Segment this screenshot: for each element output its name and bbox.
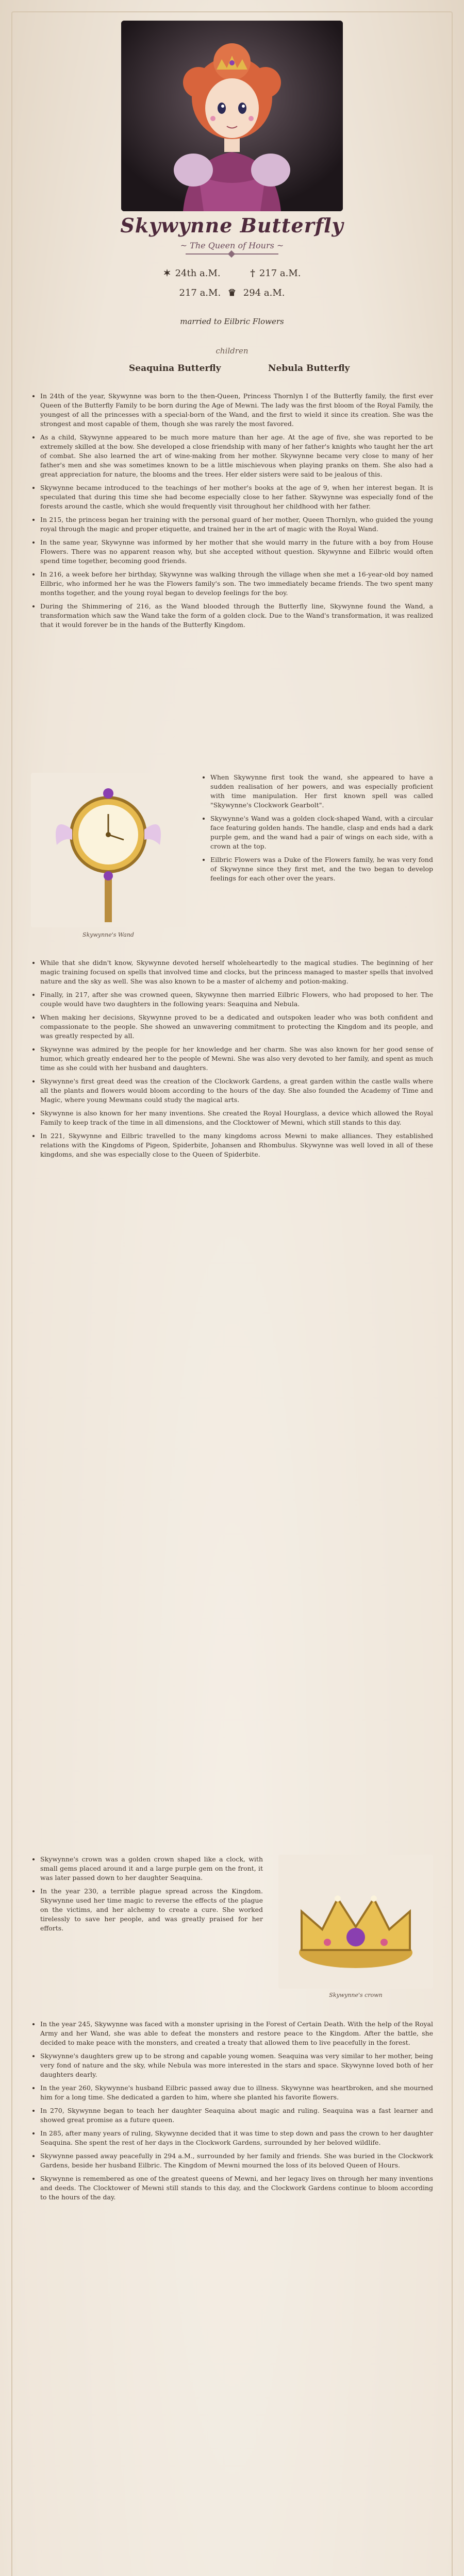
biography-section-3 <box>31 958 433 1163</box>
biography-paragraph: • Skywynne is also known for her many inventions. She created the Royal Hourglass, a device which allowed the Royal Family to keep track of the time in all dimensions, and the Clocktower of Mewni, which still stands to this day. <box>40 1109 433 1127</box>
wand-figure <box>31 773 186 927</box>
biography-paragraph: • In the year 230, a terrible plague spread across the Kingdom. Skywynne used her time magic to reverse the effects of the plague on the victims, and her alchemy to create a cure. She worked tirelessly to save her people, and was greatly praised for her efforts. <box>40 1887 263 1933</box>
reign-row <box>0 287 464 298</box>
biography-paragraph: • In 221, Skywynne and Eilbric travelled to the many kingdoms across Mewni to make alliances. They established relations with the Kingdoms of Pigeon, Spiderbite, Johansen and Rhombulus. Skywynne was well loved in all of these kingdoms, and she was especially close to the Queen of Spiderbite. <box>40 1131 433 1159</box>
biography-paragraph: • When making her decisions, Skywynne proved to be a dedicated and outspoken leader who was both confident and compassionate to the people. She showed an unwavering commitment to protecting the Kingdom and its people, and was greatly respected by all. <box>40 1013 433 1041</box>
reign-span: 217 a.M. ♛ 294 a.M. <box>179 287 285 298</box>
divider-flourish <box>186 253 278 255</box>
biography-paragraph: • In 270, Skywynne began to teach her daughter Seaquina about magic and ruling. Seaquina was a fast learner and showed great promise as a future queen. <box>40 2106 433 2125</box>
biography-paragraph: • In the year 245, Skywynne was faced with a monster uprising in the Forest of Certain Death. With the help of the Royal Army and her Wand, she was able to defeat the monsters and restore peace to the Kingdom. After the battle, she decided to make peace with the monsters, and created a treaty that allowed them to live peacefully in the forest. <box>40 2020 433 2047</box>
crown-caption: Skywynne's crown <box>329 1992 383 1998</box>
portrait <box>121 21 343 211</box>
biography-paragraph: • In 24th of the year, Skywynne was born to the then-Queen, Princess Thornlyn I of the Butterfly family, the first ever Queen of the Butterfly Family to be born during the Age of Mewni. The lady was the first bloom of the Royal Family, the youngest of all the princesses with a special-born of the Wand, and the first to wield it since its creation. She was the strongest and most capable of them, though she was rarely the most favored. <box>40 392 433 429</box>
birth-death-row <box>0 268 464 279</box>
biography-paragraph: • Eilbric Flowers was a Duke of the Flowers family, he was very fond of Skywynne since they first met, and the two began to develop feelings for each other over the years. <box>210 855 433 883</box>
biography-paragraph: • During the Shimmering of 216, as the Wand blooded through the Butterfly line, Skywynne found the Wand, a transformation which saw the Wand take the form of a golden clock. Due to the Wand's transformation, it was realized that it would forever be in the hands of the Butterfly Kingdom. <box>40 602 433 630</box>
biography-paragraph: • As a child, Skywynne appeared to be much more mature than her age. At the age of five, she was reported to be extremely skilled at the bow. She developed a close friendship with many of her father's knights who taught her the art of combat. She also learned the art of wine-making from her mother. Skywynne became very close to many of her father's men and she was sometimes known to be a little mischievous when playing pranks on them. She also had a great appreciation for nature, the blooms and the trees. Her elder sisters were said to be jealous of this. <box>40 433 433 479</box>
wand-illustration <box>31 773 186 927</box>
biography-paragraph: • Skywynne's Wand was a golden clock-shaped Wand, with a circular face featuring golden hands. The handle, clasp and ends had a dark purple gem, and the wand had a pair of wings on each side, with a crown at the top. <box>210 814 433 851</box>
crown-illustration <box>278 1855 433 1989</box>
birth-date: ✶ 24th a.M. <box>163 268 221 279</box>
biography-paragraph: • Skywynne is remembered as one of the greatest queens of Mewni, and her legacy lives on through her many inventions and deeds. The Clocktower of Mewni still stands to this day, and the Clockwork Gardens continue to bloom according to the hours of the day. <box>40 2174 433 2202</box>
biography-section-1 <box>31 392 433 634</box>
biography-paragraph: • In 215, the princess began her training with the personal guard of her mother, Queen Thornlyn, who guided the young royal through the magic and proper etiquette, and trained her in the art of magic with the Royal Wand. <box>40 515 433 534</box>
biography-paragraph: • Skywynne's daughters grew up to be strong and capable young women. Seaquina was very similar to her mother, being very fond of nature and the sky, while Nebula was more interested in the stars and space. Skywynne loved both of her daughters dearly. <box>40 2052 433 2079</box>
biography-paragraph: • In 285, after many years of ruling, Skywynne decided that it was time to step down and pass the crown to her daughter Seaquina. She spent the rest of her days in the Clockwork Gardens, surrounded by her beloved wildlife. <box>40 2129 433 2147</box>
biography-section-5 <box>31 2020 433 2206</box>
biography-paragraph: • While that she didn't know, Skywynne devoted herself wholeheartedly to the magical studies. The beginning of her magic training focused on spells that involved time and clocks, but the princess managed to master spells that involved nature and the sky as well. She was also known to be a master of alchemy and potion-making. <box>40 958 433 986</box>
child-name-2: Nebula Butterfly <box>268 363 350 374</box>
crown-icon: ♛ <box>227 287 237 298</box>
biography-paragraph: • In 216, a week before her birthday, Skywynne was walking through the village when she met a 16-year-old boy named Eilbric, who informed her he was the Flowers family's son. The two immediately became friends. The two spent many months together, and the young royal began to develop feelings for the boy. <box>40 570 433 598</box>
biography-paragraph: • Skywynne's crown was a golden crown shaped like a clock, with small gems placed around it and a large purple gem on the front, it was later passed down to her daughter Seaquina. <box>40 1855 263 1883</box>
page-title: Skywynne Butterfly <box>120 214 344 237</box>
biography-paragraph: • Skywynne's first great deed was the creation of the Clockwork Gardens, a great garden within the castle walls where all the plants and flowers would bloom according to the hours of the day. She also founded the Academy of Time and Magic, where young Mewmans could study the magical arts. <box>40 1077 433 1105</box>
page-subtitle: ~ The Queen of Hours ~ <box>180 241 284 250</box>
death-date: † 217 a.M. <box>250 268 301 279</box>
biography-paragraph: • In the year 260, Skywynne's husband Eilbric passed away due to illness. Skywynne was heartbroken, and she mourned him for a long time. She dedicated a garden to him, where she planted his favorite flowers. <box>40 2083 433 2102</box>
biography-paragraph: • When Skywynne first took the wand, she appeared to have a sudden realisation of her powers, and was especially proficient with time manipulation. Her first known spell was called "Skywynne's Clockwork Gearbolt". <box>210 773 433 810</box>
biography-paragraph: • Skywynne became introduced to the teachings of her mother's books at the age of 9, when her interest began. It is speculated that during this time she had become especially close to her father. Skywynne was especially fond of the forests around the castle, which she would frequently visit throughout her childhood with her father. <box>40 483 433 511</box>
wand-caption: Skywynne's Wand <box>82 931 134 938</box>
portrait-illustration <box>121 21 343 211</box>
child-name-1: Seaquina Butterfly <box>129 363 221 374</box>
biography-paragraph: • Skywynne was admired by the people for her knowledge and her charm. She was also known for her good sense of humor, which greatly endeared her to the people of Mewni. She was also very devoted to her family, and spent as much time as she could with her husband and daughters. <box>40 1045 433 1073</box>
biography-paragraph: • Skywynne passed away peacefully in 294 a.M., surrounded by her family and friends. She was buried in the Clockwork Gardens, beside her husband Eilbric. The Kingdom of Mewni mourned the loss of its beloved Queen of Hours. <box>40 2151 433 2170</box>
dagger-icon: † <box>250 268 255 279</box>
biography-section-2 <box>201 773 433 887</box>
children-heading: children <box>216 346 248 355</box>
crown-figure <box>278 1855 433 1989</box>
biography-section-4 <box>31 1855 263 1937</box>
marriage-line: married to Eilbric Flowers <box>180 317 284 326</box>
biography-paragraph: • In the same year, Skywynne was informed by her mother that she would marry in the future with a boy from House Flowers. There was no apparent reason why, but she accepted without question. Skywynne and Eilbric would often spend time together, becoming good friends. <box>40 538 433 566</box>
star-icon: ✶ <box>163 268 171 279</box>
biography-paragraph: • Finally, in 217, after she was crowned queen, Skywynne then married Eilbric Flowers, who had proposed to her. The couple would have two daughters in the following years: Seaquina and Nebula. <box>40 990 433 1009</box>
